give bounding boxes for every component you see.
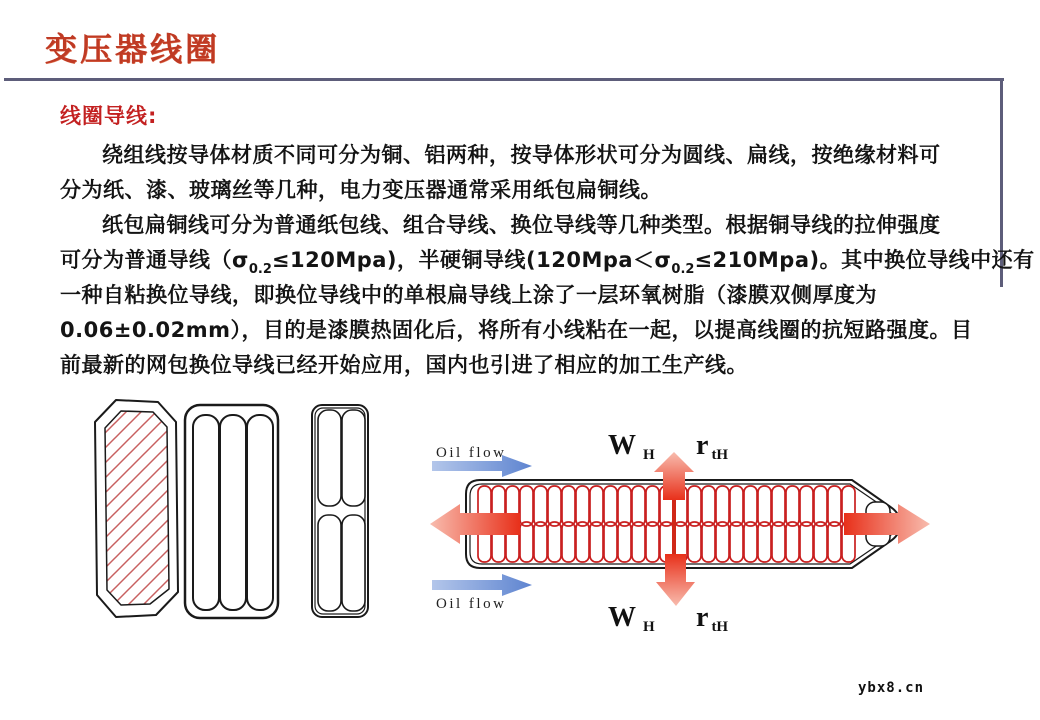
body-line-2: 分为纸、漆、玻璃丝等几种，电力变压器通常采用纸包扁铜线。 — [60, 178, 662, 202]
transposed-conductor-icon — [312, 405, 368, 617]
body-line-3: 纸包扁铜线可分为普通纸包线、组合导线、换位导线等几种类型。根据铜导线的拉伸强度 — [102, 213, 941, 237]
page-title: 变压器线圈 — [45, 30, 221, 68]
body-text-block — [60, 100, 1035, 383]
watermark: ybx8.cn — [858, 680, 925, 696]
body-line-1: 绕组线按导体材质不同可分为铜、铝两种，按导体形状可分为圆线、扁线，按绝缘材料可 — [102, 143, 941, 167]
w-label-bottom: W H — [608, 602, 655, 635]
body-line-5: 一种自粘换位导线，即换位导线中的单根扁导线上涂了一层环氧树脂（漆膜双侧厚度为 — [60, 283, 877, 307]
body-line-7: 前最新的网包换位导线已经开始应用，国内也引进了相应的加工生产线。 — [60, 353, 748, 377]
oil-flow-label-top: Oil flow — [436, 445, 507, 461]
body-text: ≤120Mpa)，半硬铜导线(120Mpa＜σ — [271, 248, 672, 272]
oil-flow-arrow-bottom-icon — [432, 574, 532, 596]
w-label-top: W H — [608, 430, 655, 463]
title-underline — [4, 78, 1004, 81]
body-line-4 — [60, 243, 1035, 278]
wire-cross-sections-diagram — [85, 393, 380, 625]
section-heading: 线圈导线: — [60, 104, 158, 128]
r-label-top: rtH — [696, 430, 729, 463]
body-line-6: 0.06±0.02mm），目的是漆膜热固化后，将所有小线粘在一起，以提高线圈的抗短路强度。目 — [60, 318, 973, 342]
oil-flow-label-bottom: Oil flow — [436, 596, 507, 612]
paper-wrapped-wire-icon — [95, 400, 178, 617]
transposed-conductor-cooling-diagram — [420, 418, 945, 650]
sigma-subscript: 0.2 — [248, 262, 272, 277]
sigma-subscript: 0.2 — [671, 262, 695, 277]
body-text: ≤210Mpa)。其中换位导线中还有 — [694, 248, 1035, 272]
combined-conductor-icon — [185, 405, 278, 618]
r-label-bottom: rtH — [696, 602, 729, 635]
body-text: 可分为普通导线（σ — [60, 248, 249, 272]
